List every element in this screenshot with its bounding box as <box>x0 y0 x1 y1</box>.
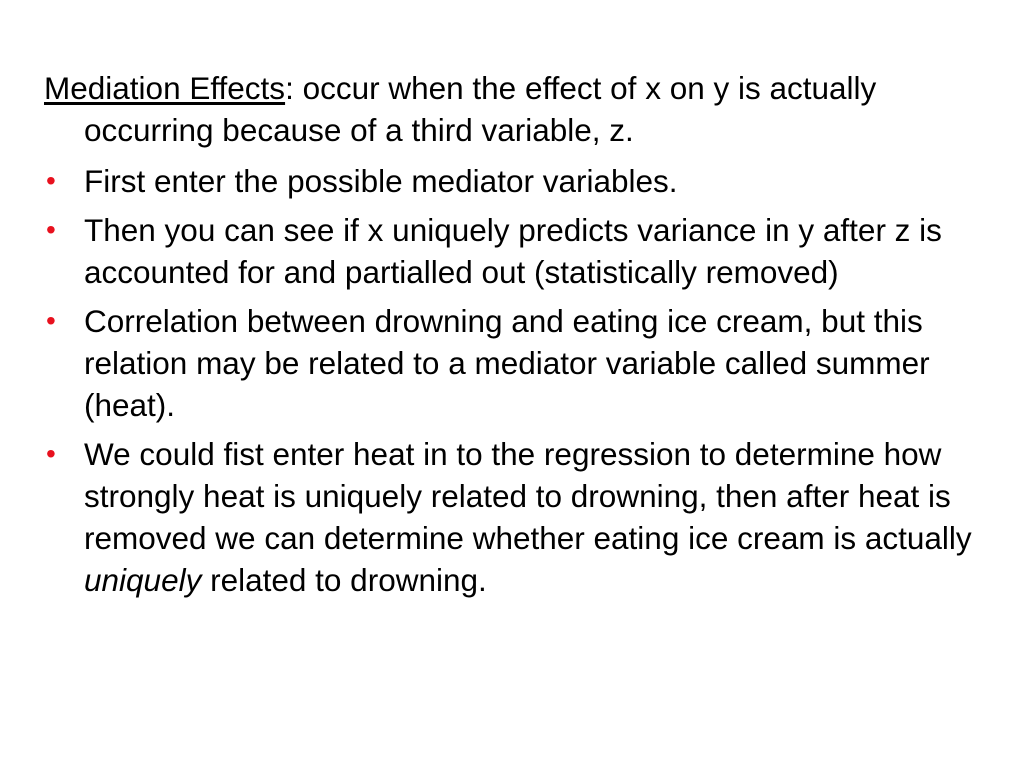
bullet-list <box>44 160 984 601</box>
list-item <box>44 209 984 293</box>
list-item <box>44 160 984 202</box>
intro-text: : occur when the effect of x on y is actually occurring because of a third variable, z. <box>84 70 877 148</box>
bullet-text-after: related to drowning. <box>201 562 487 598</box>
bullet-text: Then you can see if x uniquely predicts variance in y after z is accounted for and partialled out (statistically removed) <box>84 212 942 290</box>
bullet-text <box>84 436 972 598</box>
bullet-text-before: We could fist enter heat in to the regression to determine how strongly heat is uniquely related to drowning, then after heat is removed we can determine whether eating ice cream is actually <box>84 436 972 556</box>
slide-content <box>44 67 984 608</box>
intro-paragraph <box>44 67 984 151</box>
bullet-icon: • <box>46 165 56 196</box>
list-item <box>44 433 984 601</box>
bullet-icon: • <box>46 305 56 336</box>
emphasis-uniquely: uniquely <box>84 562 202 598</box>
bullet-text: Correlation between drowning and eating ice cream, but this relation may be related to a mediator variable called summer (heat). <box>84 303 930 423</box>
bullet-text: First enter the possible mediator variables. <box>84 163 678 199</box>
list-item <box>44 300 984 426</box>
mediation-effects-term: Mediation Effects <box>44 70 286 106</box>
bullet-icon: • <box>46 214 56 245</box>
bullet-icon: • <box>46 438 56 469</box>
